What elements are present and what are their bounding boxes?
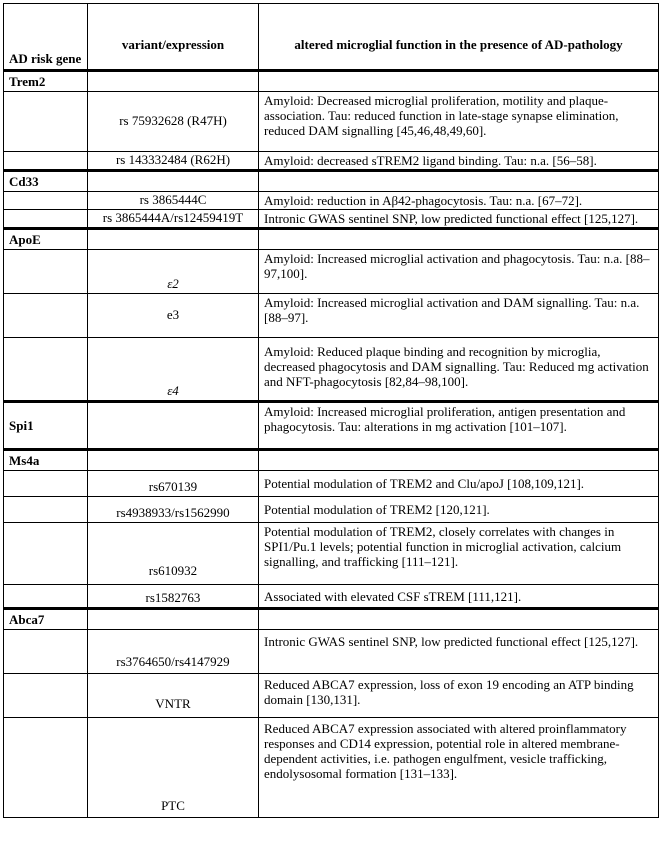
variant-cell: e3 xyxy=(88,294,259,338)
gene-name: Abca7 xyxy=(4,609,88,630)
table-row xyxy=(4,523,659,585)
variant-cell: rs670139 xyxy=(88,471,259,497)
function-cell: Amyloid: reduction in Aβ42-phagocytosis. Tau: n.a. [67–72]. xyxy=(259,192,659,210)
function-cell: Amyloid: Reduced plaque binding and recognition by microglia, decreased phagocytosis and DAM signalling. Tau: Reduced mg activation and NFT-phagocytosis [82,84–98,100]. xyxy=(259,338,659,402)
function-cell: Reduced ABCA7 expression associated with altered proinflammatory responses and CD14 expression, potential role in altered membrane-dependent activities, i.e. pathogen engulfment, vesicle trafficking, endolysosomal formation [131–133]. xyxy=(259,718,659,818)
table-row xyxy=(4,630,659,674)
gene-name: Cd33 xyxy=(4,171,88,192)
function-cell: Potential modulation of TREM2, closely correlates with changes in SPI1/Pu.1 levels; potential function in microglial activation, calcium signalling, and trafficking [111–121]. xyxy=(259,523,659,585)
gene-row-abca7 xyxy=(4,609,659,630)
variant-cell: VNTR xyxy=(88,674,259,718)
ad-risk-gene-table xyxy=(3,3,659,818)
table-row xyxy=(4,674,659,718)
table-row xyxy=(4,585,659,609)
variant-cell: rs 3865444A/rs12459419T xyxy=(88,210,259,229)
gene-row-apoe xyxy=(4,229,659,250)
function-cell: Amyloid: decreased sTREM2 ligand binding. Tau: n.a. [56–58]. xyxy=(259,152,659,171)
variant-cell: rs610932 xyxy=(88,523,259,585)
table-row xyxy=(4,250,659,294)
function-cell: Amyloid: Increased microglial activation and DAM signalling. Tau: n.a. [88–97]. xyxy=(259,294,659,338)
table-row xyxy=(4,152,659,171)
variant-cell: rs 75932628 (R47H) xyxy=(88,92,259,152)
header-function: altered microglial function in the presence of AD-pathology xyxy=(259,4,659,71)
gene-row-ms4a xyxy=(4,450,659,471)
table-row xyxy=(4,92,659,152)
gene-row-cd33 xyxy=(4,171,659,192)
variant-cell: ε2 xyxy=(88,250,259,294)
function-cell: Reduced ABCA7 expression, loss of exon 19 encoding an ATP binding domain [130,131]. xyxy=(259,674,659,718)
variant-cell: rs3764650/rs4147929 xyxy=(88,630,259,674)
header-variant: variant/expression xyxy=(88,4,259,71)
table-row xyxy=(4,497,659,523)
gene-row-spi1 xyxy=(4,402,659,450)
variant-cell: rs1582763 xyxy=(88,585,259,609)
table-row xyxy=(4,210,659,229)
variant-cell: rs 3865444C xyxy=(88,192,259,210)
gene-row-trem2 xyxy=(4,71,659,92)
gene-name: ApoE xyxy=(4,229,88,250)
function-cell: Amyloid: Increased microglial activation and phagocytosis. Tau: n.a. [88–97,100]. xyxy=(259,250,659,294)
function-cell: Potential modulation of TREM2 and Clu/apoJ [108,109,121]. xyxy=(259,471,659,497)
table-row xyxy=(4,192,659,210)
variant-cell: rs4938933/rs1562990 xyxy=(88,497,259,523)
function-cell: Amyloid: Decreased microglial proliferation, motility and plaque-association. Tau: reduced function in late-stage synapse elimination, reduced DAM signalling [45,46,48,49,60]. xyxy=(259,92,659,152)
variant-cell: PTC xyxy=(88,718,259,818)
function-cell: Associated with elevated CSF sTREM [111,121]. xyxy=(259,585,659,609)
table-row xyxy=(4,294,659,338)
gene-name: Ms4a xyxy=(4,450,88,471)
header-row xyxy=(4,4,659,71)
table-row xyxy=(4,471,659,497)
table-row xyxy=(4,338,659,402)
function-cell: Amyloid: Increased microglial proliferation, antigen presentation and phagocytosis. Tau: alterations in mg activation [101–107]. xyxy=(259,402,659,450)
gene-name: Trem2 xyxy=(4,71,88,92)
function-cell: Intronic GWAS sentinel SNP, low predicted functional effect [125,127]. xyxy=(259,210,659,229)
header-gene: AD risk gene xyxy=(4,4,88,71)
function-cell: Potential modulation of TREM2 [120,121]. xyxy=(259,497,659,523)
gene-name: Spi1 xyxy=(4,402,88,450)
variant-cell xyxy=(88,402,259,450)
variant-cell: ε4 xyxy=(88,338,259,402)
table-row xyxy=(4,718,659,818)
function-cell: Intronic GWAS sentinel SNP, low predicted functional effect [125,127]. xyxy=(259,630,659,674)
variant-cell: rs 143332484 (R62H) xyxy=(88,152,259,171)
